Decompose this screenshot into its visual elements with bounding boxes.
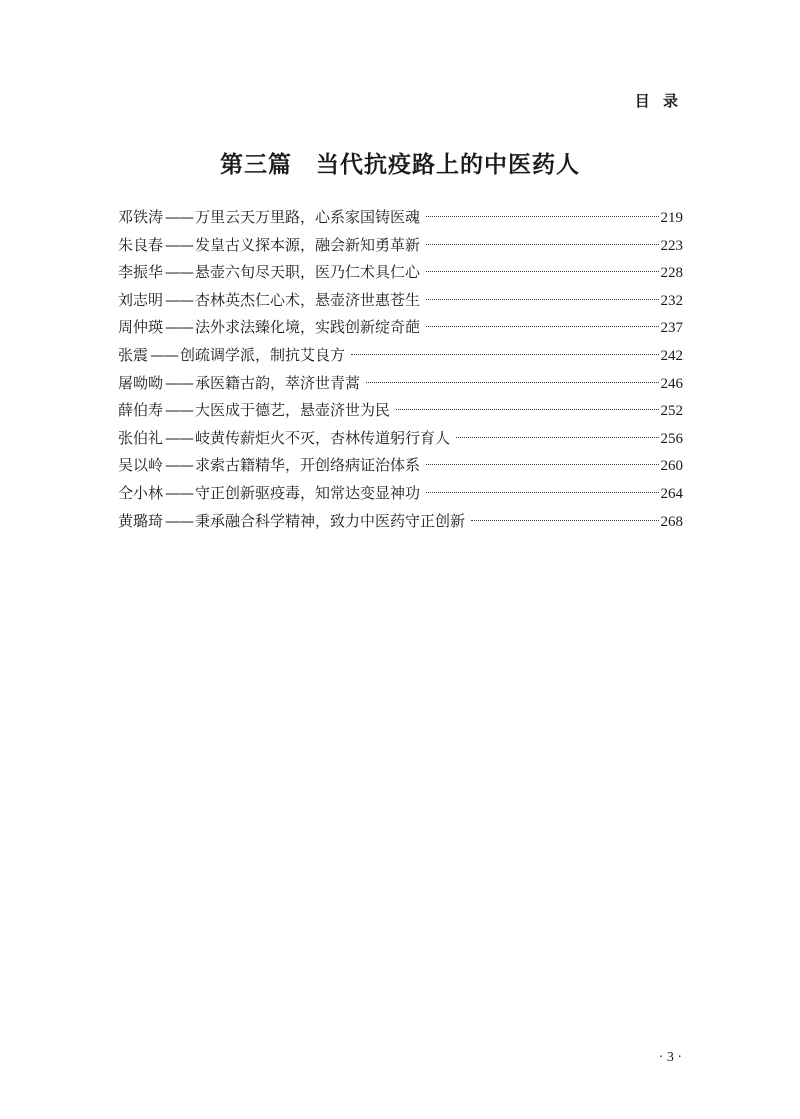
toc-entry: [118, 370, 683, 398]
toc-entry-name: 黄璐琦: [118, 511, 164, 530]
toc-entry: [118, 480, 683, 508]
toc-entry: [118, 425, 683, 453]
toc-dot-leader: [426, 464, 658, 465]
toc-dot-leader: [426, 492, 658, 493]
toc-entry-subtitle: 创疏调学派，制抗艾良方: [180, 345, 346, 364]
toc-entry-name: 吴以岭: [118, 456, 164, 475]
toc-entry-subtitle: 守正创新驱疫毒，知常达变显神功: [195, 483, 421, 502]
toc-entry-name: 朱良春: [118, 235, 164, 254]
toc-entry-subtitle: 法外求法臻化境，实践创新绽奇葩: [195, 318, 421, 337]
toc-dot-leader: [351, 354, 658, 355]
toc-entry-page: 228: [660, 265, 683, 282]
toc-entry-page: 264: [660, 485, 683, 502]
toc-dot-leader: [426, 326, 658, 327]
toc-entry-subtitle: 万里云天万里路，心系家国铸医魂: [195, 208, 421, 226]
toc-dot-leader: [471, 520, 658, 521]
toc-entry: [118, 342, 683, 370]
toc-entry-page: 237: [660, 320, 683, 337]
toc-entry: [118, 287, 683, 315]
toc-entry-name: 张伯礼: [118, 428, 164, 447]
toc-entry-name: 张震: [118, 345, 149, 364]
toc-entry-page: 223: [660, 237, 683, 254]
toc-entry-name: 仝小林: [118, 483, 164, 502]
toc-entry-page: 256: [660, 430, 683, 447]
toc-entry: [118, 397, 683, 425]
toc-entry-name: 薛伯寿: [118, 401, 164, 420]
toc-entry-dash: ——: [165, 290, 194, 309]
toc-dot-leader: [426, 271, 658, 272]
table-of-contents: [118, 204, 683, 535]
toc-entry-dash: ——: [165, 483, 194, 502]
toc-entry: [118, 259, 683, 287]
part-title: 第三篇 当代抗疫路上的中医药人: [220, 152, 580, 178]
toc-entry-name: 邓铁涛: [118, 208, 164, 226]
toc-entry-subtitle: 悬壶六旬尽天职，医乃仁术具仁心: [195, 263, 421, 282]
toc-entry: [118, 232, 683, 260]
toc-entry-dash: ——: [165, 511, 194, 530]
toc-entry-page: 219: [660, 210, 683, 226]
toc-entry-page: 260: [660, 458, 683, 475]
toc-dot-leader: [426, 299, 658, 300]
toc-entry-page: 252: [660, 403, 683, 420]
toc-dot-leader: [426, 244, 658, 245]
toc-entry-dash: ——: [165, 235, 194, 254]
toc-entry-subtitle: 岐黄传薪炬火不灭，杏林传道躬行育人: [195, 428, 451, 447]
running-header: 目 录: [634, 92, 682, 110]
toc-entry-dash: ——: [165, 263, 194, 282]
toc-dot-leader: [456, 437, 658, 438]
toc-dot-leader: [366, 382, 658, 383]
toc-entry-page: 268: [660, 513, 683, 530]
toc-entry: [118, 452, 683, 480]
toc-entry-subtitle: 求索古籍精华，开创络病证治体系: [195, 456, 421, 475]
toc-entry-page: 246: [660, 375, 683, 392]
toc-dot-leader: [396, 409, 658, 410]
toc-entry-dash: ——: [165, 428, 194, 447]
toc-entry-dash: ——: [150, 345, 179, 364]
toc-entry: [118, 314, 683, 342]
toc-entry: [118, 204, 683, 232]
toc-entry-dash: ——: [165, 456, 194, 475]
toc-entry-dash: ——: [165, 208, 194, 226]
toc-entry-name: 刘志明: [118, 290, 164, 309]
toc-entry-subtitle: 大医成于德艺，悬壶济世为民: [195, 401, 391, 420]
toc-dot-leader: [426, 216, 658, 217]
toc-entry-subtitle: 杏林英杰仁心术，悬壶济世惠苍生: [195, 290, 421, 309]
toc-entry-dash: ——: [165, 318, 194, 337]
toc-entry: [118, 508, 683, 536]
page-number: · 3 ·: [658, 1050, 682, 1065]
toc-entry-page: 242: [660, 347, 683, 364]
toc-entry-name: 李振华: [118, 263, 164, 282]
toc-entry-subtitle: 秉承融合科学精神，致力中医药守正创新: [195, 511, 466, 530]
toc-entry-dash: ——: [165, 373, 194, 392]
toc-entry-name: 周仲瑛: [118, 318, 164, 337]
toc-entry-subtitle: 承医籍古韵，萃济世青蒿: [195, 373, 361, 392]
toc-entry-page: 232: [660, 292, 683, 309]
toc-entry-dash: ——: [165, 401, 194, 420]
toc-entry-subtitle: 发皇古义探本源，融会新知勇革新: [195, 235, 421, 254]
toc-entry-name: 屠呦呦: [118, 373, 164, 392]
